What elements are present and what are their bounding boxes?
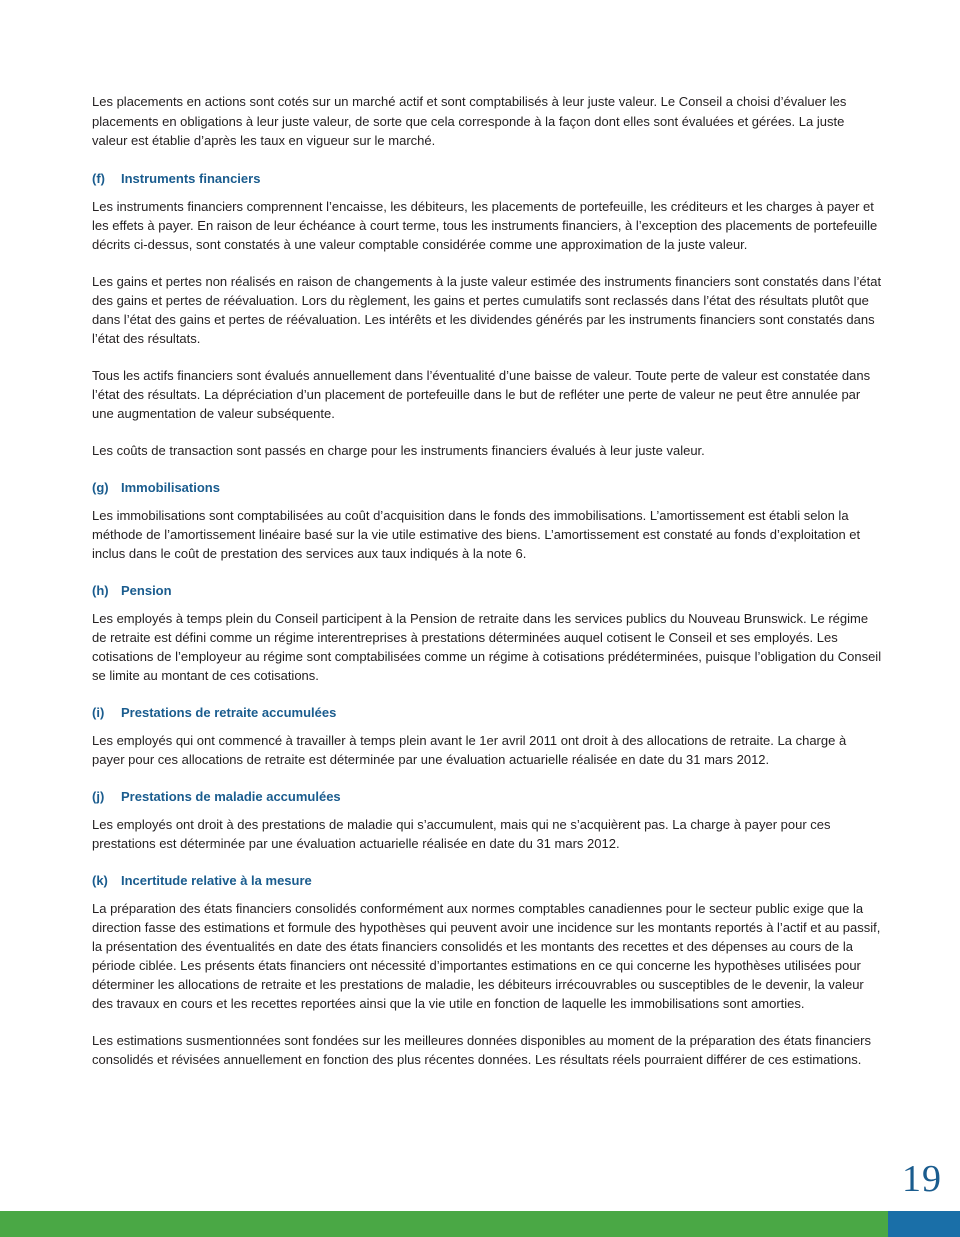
section-heading-i bbox=[92, 703, 882, 722]
paragraph: Les employés à temps plein du Conseil participent à la Pension de retraite dans les services publics du Nouveau Brunswick. Le régime de retraite est défini comme un régime interentreprises à prestations déterminées auquel cotisent le Conseil et ses employés. Les cotisations de l’employeur au régime sont comptabilisées comme un régime à cotisations prédéterminées, puisque l’obligation du Conseil se limite au montant de ces cotisations. bbox=[92, 610, 882, 683]
section-heading-k bbox=[92, 871, 882, 890]
section-number: (i) bbox=[92, 704, 105, 720]
section-number: (k) bbox=[92, 872, 108, 888]
paragraph: La préparation des états financiers consolidés conformément aux normes comptables canadiennes pour le secteur public exige que la direction fasse des estimations et formule des hypothèses qui peuvent avoir une incidence sur les montants reportés à l’actif et au passif, la présentation des éventualités en date des états financiers consolidés et les montants des recettes et des dépenses au cours de la période ciblée. Les présents états financiers ont nécessité d’importantes estimations en ce qui concerne les hypothèses utilisées pour déterminer les allocations de retraite et les prestations de maladie, les débiteurs irrécouvrables ou susceptibles de le devenir, la valeur des travaux en cours et les recettes reportées ainsi que la vie utile en fonction de laquelle les immobilisations sont amorties. bbox=[92, 900, 881, 1011]
paragraph: Les employés ont droit à des prestations de maladie qui s’accumulent, mais qui ne s’acquièrent pas. La charge à payer pour ces prestations est déterminée par une évaluation actuarielle réalisée en date du 31 mars 2012. bbox=[92, 816, 831, 851]
section-heading-h bbox=[92, 581, 882, 600]
section-number: (f) bbox=[92, 170, 105, 186]
intro-paragraph: Les placements en actions sont cotés sur un marché actif et sont comptabilisés à leur juste valeur. Le Conseil a choisi d’évaluer les placements en obligations à leur juste valeur, de sorte que cela corresponde à la façon dont elles sont évaluées et gérées. La juste valeur est établie d’après les taux en vigueur sur le marché. bbox=[92, 94, 847, 148]
paragraph: Les gains et pertes non réalisés en raison de changements à la juste valeur estimée des instruments financiers sont constatés dans l’état des gains et pertes de réévaluation. Lors du règlement, les gains et pertes cumulatifs sont reclassés dans l’état des résultats plutôt que dans l’état des gains et pertes de réévaluation. Les intérêts et les dividendes générés par les instruments financiers sont constatés dans l’état des résultats. bbox=[92, 273, 882, 346]
section-heading-g bbox=[92, 478, 882, 497]
section-title: Incertitude relative à la mesure bbox=[121, 872, 312, 888]
paragraph: Les coûts de transaction sont passés en charge pour les instruments financiers évalués à leur juste valeur. bbox=[92, 442, 705, 458]
document-body bbox=[92, 92, 882, 1069]
paragraph: Les estimations susmentionnées sont fondées sur les meilleures données disponibles au moment de la préparation des états financiers consolidés et révisées annuellement en fonction des plus récentes données. Les résultats réels pourraient différer de ces estimations. bbox=[92, 1032, 872, 1067]
section-heading-j bbox=[92, 787, 882, 806]
paragraph: Les instruments financiers comprennent l’encaisse, les débiteurs, les placements de portefeuille, les créditeurs et les charges à payer et les effets à payer. En raison de leur échéance à court terme, tous les instruments financiers, à l’exception des placements de portefeuille décrits ci-dessus, sont constatés à une valeur comptable considérée comme une approximation de la juste valeur. bbox=[92, 198, 878, 252]
paragraph: Les immobilisations sont comptabilisées au coût d’acquisition dans le fonds des immobilisations. L’amortissement est établi selon la méthode de l’amortissement linéaire basé sur la vie utile estimative des biens. L’amortissement est constaté au fonds d’exploitation et inclus dans le coût de prestation des services aux taux indiqués à la note 6. bbox=[92, 507, 861, 561]
paragraph: Les employés qui ont commencé à travailler à temps plein avant le 1er avril 2011 ont droit à des allocations de retraite. La charge à payer pour ces allocations de retraite est déterminée par une évaluation actuarielle réalisée en date du 31 mars 2012. bbox=[92, 732, 847, 767]
section-heading-f bbox=[92, 169, 882, 188]
section-title: Immobilisations bbox=[121, 479, 220, 495]
page-number: 19 bbox=[902, 1158, 942, 1200]
section-title: Prestations de retraite accumulées bbox=[121, 704, 337, 720]
paragraph: Tous les actifs financiers sont évalués annuellement dans l’éventualité d’une baisse de valeur. Toute perte de valeur est constatée dans l’état des résultats. La dépréciation d’un placement de portefeuille dans le but de refléter une perte de valeur ne peut être annulée par une augmentation de valeur subséquente. bbox=[92, 367, 871, 421]
section-number: (j) bbox=[92, 788, 105, 804]
section-title: Pension bbox=[121, 582, 172, 598]
section-number: (h) bbox=[92, 582, 109, 598]
section-number: (g) bbox=[92, 479, 109, 495]
section-title: Prestations de maladie accumulées bbox=[121, 788, 341, 804]
section-title: Instruments financiers bbox=[121, 170, 261, 186]
footer-bar-blue bbox=[888, 1211, 960, 1237]
footer-bar-green bbox=[0, 1211, 888, 1237]
